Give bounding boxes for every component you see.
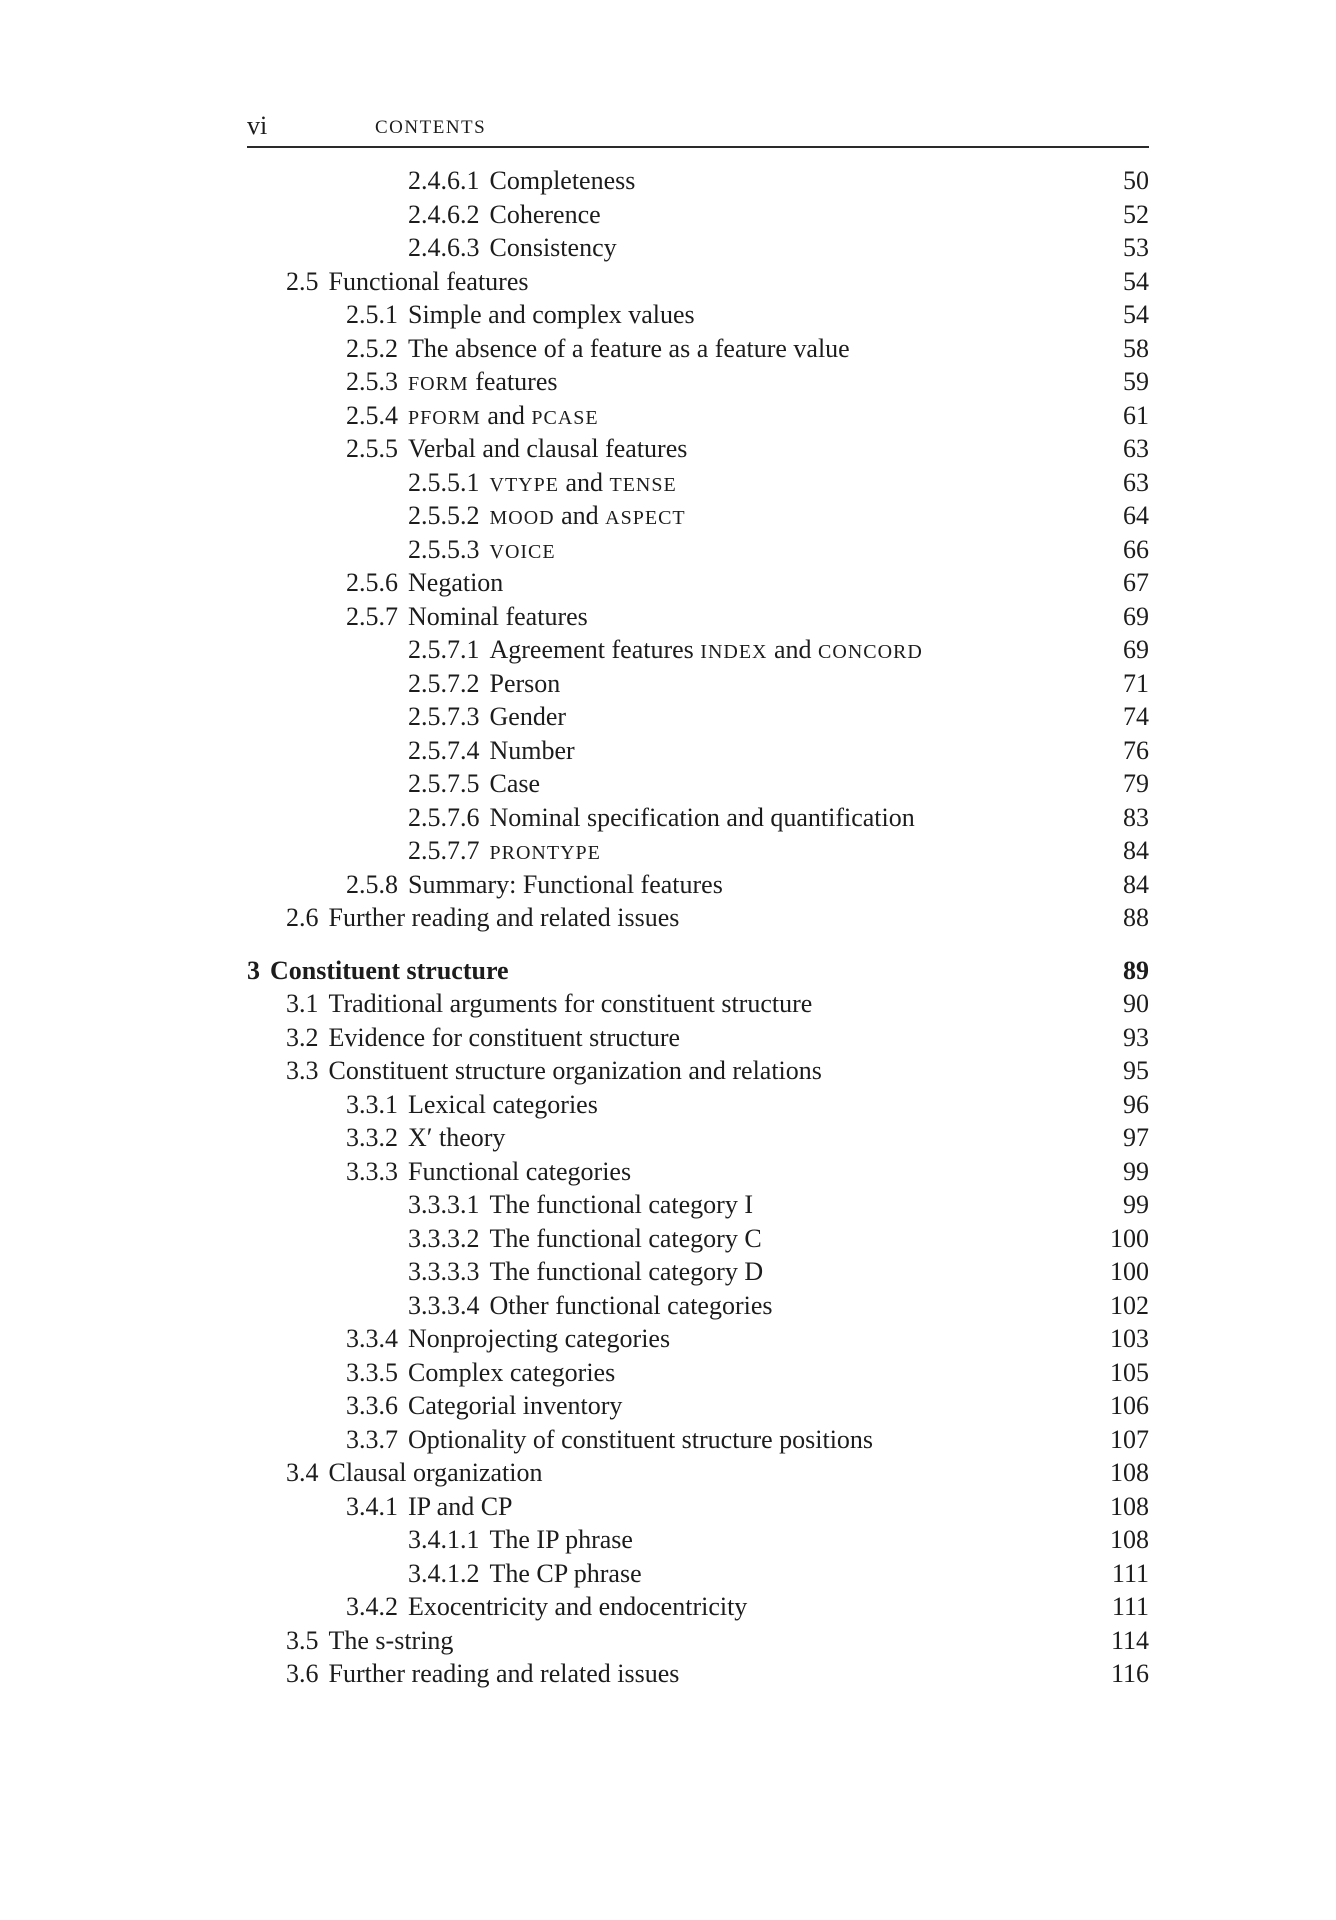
section-number: 3.4.1 — [346, 1491, 398, 1521]
title-text: The functional category D — [489, 1257, 764, 1286]
section-number: 3.3.4 — [346, 1324, 398, 1353]
page-number: 69 — [1123, 601, 1149, 631]
section-number: 3.3 — [286, 1056, 319, 1085]
title-text: The functional category I — [489, 1190, 753, 1219]
section-title — [490, 200, 601, 229]
section-number: 3.6 — [286, 1659, 319, 1688]
section-number: 2.5.7.2 — [408, 668, 480, 698]
section-number: 3.4.2 — [346, 1592, 398, 1621]
section-number: 2.5.7.7 — [408, 836, 480, 865]
toc-row — [247, 987, 1149, 1021]
section-title — [408, 1090, 598, 1119]
toc-chapter-row — [247, 954, 1149, 988]
section-number: 3.3.2 — [346, 1123, 398, 1152]
page-number: 90 — [1123, 989, 1149, 1018]
section-title — [490, 166, 636, 195]
section-title — [408, 1157, 631, 1186]
toc-row — [247, 1490, 1149, 1524]
section-title — [329, 1458, 543, 1487]
section-title — [408, 1425, 873, 1454]
toc-row — [247, 1456, 1149, 1490]
toc-row — [247, 767, 1149, 801]
toc-row — [247, 566, 1149, 600]
toc-entry — [286, 1021, 680, 1055]
feature-name-smallcaps: MOOD — [489, 507, 555, 529]
section-number: 3.5 — [286, 1625, 319, 1655]
section-number: 3.4.1.2 — [408, 1558, 480, 1588]
title-text: Completeness — [489, 166, 636, 195]
toc-entry — [286, 265, 529, 299]
toc-row — [247, 1523, 1149, 1557]
title-text: Negation — [408, 568, 504, 597]
toc-entry — [408, 734, 575, 768]
section-title — [408, 334, 850, 363]
title-text: Nonprojecting categories — [408, 1324, 671, 1353]
section-title — [329, 903, 680, 932]
section-number: 2.5.7.4 — [408, 735, 480, 765]
toc-row — [247, 332, 1149, 366]
page-number: 97 — [1123, 1123, 1149, 1152]
toc-entry — [346, 332, 850, 366]
page-number: 93 — [1123, 1022, 1149, 1052]
section-number: 3.3.3.2 — [408, 1223, 480, 1253]
toc-row — [247, 700, 1149, 734]
section-title — [408, 1492, 513, 1521]
feature-name-smallcaps: PRONTYPE — [489, 842, 601, 864]
section-number: 2.5.5.1 — [408, 467, 480, 497]
toc-row — [247, 1054, 1149, 1088]
page-number: 74 — [1123, 702, 1149, 731]
title-text: Clausal organization — [328, 1458, 543, 1487]
section-number: 3.1 — [286, 989, 319, 1018]
page-folio: vi — [247, 111, 268, 140]
toc-entry — [346, 1590, 747, 1624]
section-title — [329, 1056, 822, 1085]
toc-row — [247, 868, 1149, 902]
section-number: 3.3.1 — [346, 1089, 398, 1119]
section-title — [329, 267, 529, 296]
page-number: 108 — [1110, 1491, 1149, 1521]
toc-row — [247, 834, 1149, 868]
toc-entry — [408, 1557, 642, 1591]
toc-entry — [346, 1155, 631, 1189]
section-number: 2.5.7.5 — [408, 769, 480, 798]
toc-entry — [247, 954, 509, 988]
section-title — [490, 769, 541, 798]
toc-row — [247, 1423, 1149, 1457]
page-number: 58 — [1123, 333, 1149, 363]
page-number: 100 — [1110, 1223, 1149, 1253]
toc-entry — [346, 868, 723, 902]
page-number: 83 — [1123, 802, 1149, 832]
toc-entry — [346, 1088, 598, 1122]
toc-row — [247, 198, 1149, 232]
title-text: The functional category C — [489, 1223, 762, 1253]
section-number: 3.2 — [286, 1022, 319, 1052]
title-text: IP and CP — [408, 1491, 513, 1521]
title-text: Nominal features — [408, 601, 588, 631]
toc-entry — [346, 399, 599, 436]
page-number: 99 — [1123, 1190, 1149, 1219]
section-title — [329, 1659, 680, 1688]
title-text: Categorial inventory — [408, 1391, 623, 1420]
toc-row — [247, 1657, 1149, 1691]
title-text: and — [558, 467, 610, 497]
section-number: 3 — [247, 955, 260, 985]
page-number: 63 — [1123, 467, 1149, 497]
title-text: Verbal and clausal features — [408, 434, 688, 463]
feature-name-smallcaps: PCASE — [531, 406, 599, 429]
section-number: 2.5.2 — [346, 333, 398, 363]
section-title — [329, 1023, 681, 1052]
section-number: 2.5.7.3 — [408, 702, 480, 731]
toc-entry — [286, 1657, 679, 1691]
book-page — [247, 108, 1149, 1691]
page-number: 88 — [1123, 903, 1149, 932]
toc-entry — [408, 1255, 763, 1289]
section-title — [490, 836, 601, 865]
page-number: 50 — [1123, 166, 1149, 195]
toc-row — [247, 1289, 1149, 1323]
toc-row — [247, 1356, 1149, 1390]
toc-entry — [286, 1624, 453, 1658]
title-text: Functional categories — [408, 1156, 632, 1186]
title-text: Case — [489, 769, 541, 798]
section-number: 3.3.3 — [346, 1156, 398, 1186]
page-number: 71 — [1123, 668, 1149, 698]
toc-row — [247, 1557, 1149, 1591]
page-number: 95 — [1123, 1056, 1149, 1085]
toc-entry — [408, 466, 677, 503]
page-number: 54 — [1123, 300, 1149, 329]
title-text: Agreement features — [489, 635, 701, 664]
title-text: Summary: Functional features — [408, 869, 723, 899]
toc-entry — [286, 987, 812, 1021]
toc-entry — [346, 1356, 615, 1390]
section-number: 2.5.7.1 — [408, 635, 480, 664]
section-title — [490, 501, 686, 530]
section-number: 3.3.6 — [346, 1391, 398, 1420]
feature-name-smallcaps: VTYPE — [489, 473, 559, 496]
title-text: Further reading and related issues — [328, 1659, 680, 1688]
title-text: Consistency — [489, 233, 617, 262]
section-number: 3.3.3.4 — [408, 1290, 480, 1320]
page-number: 59 — [1123, 367, 1149, 396]
page-number: 99 — [1123, 1156, 1149, 1186]
section-title — [490, 669, 561, 698]
section-title — [408, 1592, 747, 1621]
toc-entry — [408, 1188, 753, 1222]
section-number: 2.5.5 — [346, 434, 398, 463]
table-of-contents — [247, 164, 1149, 1691]
toc-row — [247, 533, 1149, 567]
section-number: 2.5.8 — [346, 869, 398, 899]
title-text: Simple and complex values — [408, 300, 695, 329]
toc-entry — [346, 600, 588, 634]
toc-row — [247, 1121, 1149, 1155]
section-number: 2.5.4 — [346, 400, 398, 430]
toc-row — [247, 164, 1149, 198]
feature-name-smallcaps: ASPECT — [605, 507, 686, 529]
section-number: 3.3.5 — [346, 1357, 398, 1387]
page-number: 54 — [1123, 266, 1149, 296]
section-number: 2.5.1 — [346, 300, 398, 329]
section-title — [408, 602, 588, 631]
title-text: The IP phrase — [489, 1525, 633, 1554]
section-number: 2.4.6.3 — [408, 233, 480, 262]
toc-row — [247, 231, 1149, 265]
page-number: 96 — [1123, 1089, 1149, 1119]
feature-name-smallcaps: INDEX — [700, 641, 768, 663]
toc-entry — [408, 198, 601, 232]
feature-name-smallcaps: TENSE — [609, 473, 677, 496]
title-text: Traditional arguments for constituent structure — [328, 989, 813, 1018]
title-text: and — [767, 635, 819, 664]
page-number: 111 — [1111, 1592, 1149, 1621]
page-number: 63 — [1123, 434, 1149, 463]
feature-name-smallcaps: CONCORD — [818, 641, 923, 663]
toc-row — [247, 1222, 1149, 1256]
title-text: Lexical categories — [408, 1089, 598, 1119]
toc-row — [247, 1088, 1149, 1122]
toc-row — [247, 1255, 1149, 1289]
toc-row — [247, 734, 1149, 768]
toc-entry — [346, 1322, 670, 1356]
toc-entry — [346, 1490, 513, 1524]
section-title — [490, 1559, 642, 1588]
toc-row — [247, 901, 1149, 935]
title-text: The absence of a feature as a feature value — [408, 333, 850, 363]
section-number: 2.5.3 — [346, 367, 398, 396]
section-title — [408, 870, 723, 899]
title-text: Evidence for constituent structure — [328, 1022, 681, 1052]
title-text: Other functional categories — [489, 1290, 773, 1320]
title-text: Coherence — [489, 199, 601, 229]
section-number: 3.4.1.1 — [408, 1525, 480, 1554]
page-number: 89 — [1123, 955, 1149, 985]
toc-row — [247, 801, 1149, 835]
section-title — [490, 468, 677, 497]
section-title — [490, 233, 617, 262]
toc-row — [247, 365, 1149, 399]
title-text: The s-string — [328, 1625, 454, 1655]
page-number: 64 — [1123, 501, 1149, 530]
toc-entry — [286, 901, 679, 935]
toc-row — [247, 298, 1149, 332]
section-title — [408, 300, 695, 329]
toc-row — [247, 600, 1149, 634]
page-number: 107 — [1110, 1424, 1149, 1454]
section-title — [329, 1626, 454, 1655]
toc-entry — [286, 1054, 822, 1088]
section-title — [329, 989, 813, 1018]
section-title — [408, 568, 503, 597]
page-number: 76 — [1123, 735, 1149, 765]
section-number: 2.6 — [286, 903, 319, 932]
title-text: The CP phrase — [489, 1558, 642, 1588]
section-number: 3.3.7 — [346, 1424, 398, 1454]
toc-entry — [408, 231, 617, 265]
page-number: 61 — [1123, 400, 1149, 430]
title-text: Nominal specification and quantification — [489, 802, 915, 832]
page-number: 84 — [1123, 836, 1149, 865]
page-number: 52 — [1123, 199, 1149, 229]
title-text: Complex categories — [408, 1357, 616, 1387]
title-text: Constituent structure — [270, 955, 509, 985]
section-title — [490, 1190, 754, 1219]
page-number: 114 — [1110, 1625, 1149, 1655]
toc-row — [247, 399, 1149, 433]
section-number: 2.5.5.2 — [408, 501, 480, 530]
section-title — [490, 803, 915, 832]
section-title — [408, 434, 687, 463]
section-title — [490, 635, 923, 664]
title-text: Person — [489, 668, 561, 698]
title-text: Constituent structure organization and relations — [328, 1056, 822, 1085]
toc-entry — [408, 700, 566, 734]
toc-entry — [408, 801, 915, 835]
page-number: 67 — [1123, 568, 1149, 597]
section-number: 2.5.5.3 — [408, 534, 480, 564]
section-title — [270, 956, 509, 985]
section-title — [490, 1257, 764, 1286]
toc-entry — [408, 1222, 762, 1256]
toc-entry — [408, 533, 556, 570]
title-text: Gender — [489, 702, 567, 731]
section-title — [408, 401, 599, 430]
page-number: 53 — [1123, 233, 1149, 262]
page-number: 108 — [1110, 1458, 1149, 1487]
toc-entry — [408, 834, 601, 871]
toc-row — [247, 265, 1149, 299]
title-text: Number — [489, 735, 575, 765]
toc-row — [247, 1322, 1149, 1356]
page-number: 84 — [1123, 869, 1149, 899]
section-title — [408, 1391, 622, 1420]
feature-name-smallcaps: VOICE — [489, 540, 556, 563]
toc-entry — [408, 164, 635, 198]
toc-entry — [346, 298, 695, 332]
toc-row — [247, 466, 1149, 500]
page-number: 105 — [1110, 1357, 1149, 1387]
page-number: 111 — [1111, 1558, 1149, 1588]
title-text: and — [480, 400, 532, 430]
page-number: 79 — [1123, 769, 1149, 798]
section-title — [490, 736, 575, 765]
page-number: 108 — [1110, 1525, 1149, 1554]
toc-row — [247, 633, 1149, 667]
page-number: 103 — [1110, 1324, 1149, 1353]
section-title — [408, 367, 557, 396]
section-number: 3.4 — [286, 1458, 319, 1487]
toc-row — [247, 1155, 1149, 1189]
toc-entry — [408, 1289, 773, 1323]
toc-entry — [408, 633, 923, 670]
section-number: 2.4.6.1 — [408, 166, 480, 195]
toc-row — [247, 1590, 1149, 1624]
toc-row — [247, 1021, 1149, 1055]
section-title — [408, 1123, 505, 1152]
page-number: 66 — [1123, 534, 1149, 564]
section-title — [490, 1291, 773, 1320]
title-text: X′ theory — [408, 1123, 506, 1152]
section-title — [408, 1358, 615, 1387]
section-number: 2.4.6.2 — [408, 199, 480, 229]
running-head — [247, 108, 1149, 148]
running-head-title: CONTENTS — [375, 117, 487, 138]
title-text: Functional features — [328, 266, 529, 296]
section-number: 2.5.6 — [346, 568, 398, 597]
toc-row — [247, 1389, 1149, 1423]
section-title — [490, 1525, 633, 1554]
toc-row — [247, 667, 1149, 701]
toc-row — [247, 1624, 1149, 1658]
toc-entry — [408, 499, 686, 536]
section-title — [490, 702, 567, 731]
title-text: Optionality of constituent structure positions — [408, 1424, 874, 1454]
toc-row — [247, 432, 1149, 466]
page-number: 102 — [1110, 1290, 1149, 1320]
page-number: 100 — [1110, 1257, 1149, 1286]
feature-name-smallcaps: PFORM — [408, 406, 481, 429]
section-number: 3.3.3.1 — [408, 1190, 480, 1219]
toc-entry — [286, 1456, 542, 1490]
title-text: Further reading and related issues — [328, 903, 680, 932]
section-number: 2.5.7 — [346, 601, 398, 631]
toc-entry — [346, 1121, 505, 1155]
toc-entry — [346, 1389, 622, 1423]
toc-entry — [408, 667, 560, 701]
feature-name-smallcaps: FORM — [408, 373, 469, 395]
section-title — [490, 1224, 762, 1253]
toc-entry — [346, 365, 557, 402]
toc-entry — [346, 1423, 873, 1457]
page-number: 116 — [1110, 1659, 1149, 1688]
section-number: 2.5 — [286, 266, 319, 296]
page-number: 106 — [1110, 1391, 1149, 1420]
title-text: and — [554, 501, 606, 530]
section-title — [408, 1324, 670, 1353]
toc-entry — [346, 566, 503, 600]
section-title — [490, 535, 556, 564]
section-number: 2.5.7.6 — [408, 802, 480, 832]
toc-entry — [408, 1523, 633, 1557]
section-number: 3.3.3.3 — [408, 1257, 480, 1286]
toc-entry — [346, 432, 687, 466]
title-text: features — [468, 367, 558, 396]
title-text: Exocentricity and endocentricity — [408, 1592, 748, 1621]
toc-entry — [408, 767, 540, 801]
toc-row — [247, 1188, 1149, 1222]
toc-row — [247, 499, 1149, 533]
page-number: 69 — [1123, 635, 1149, 664]
